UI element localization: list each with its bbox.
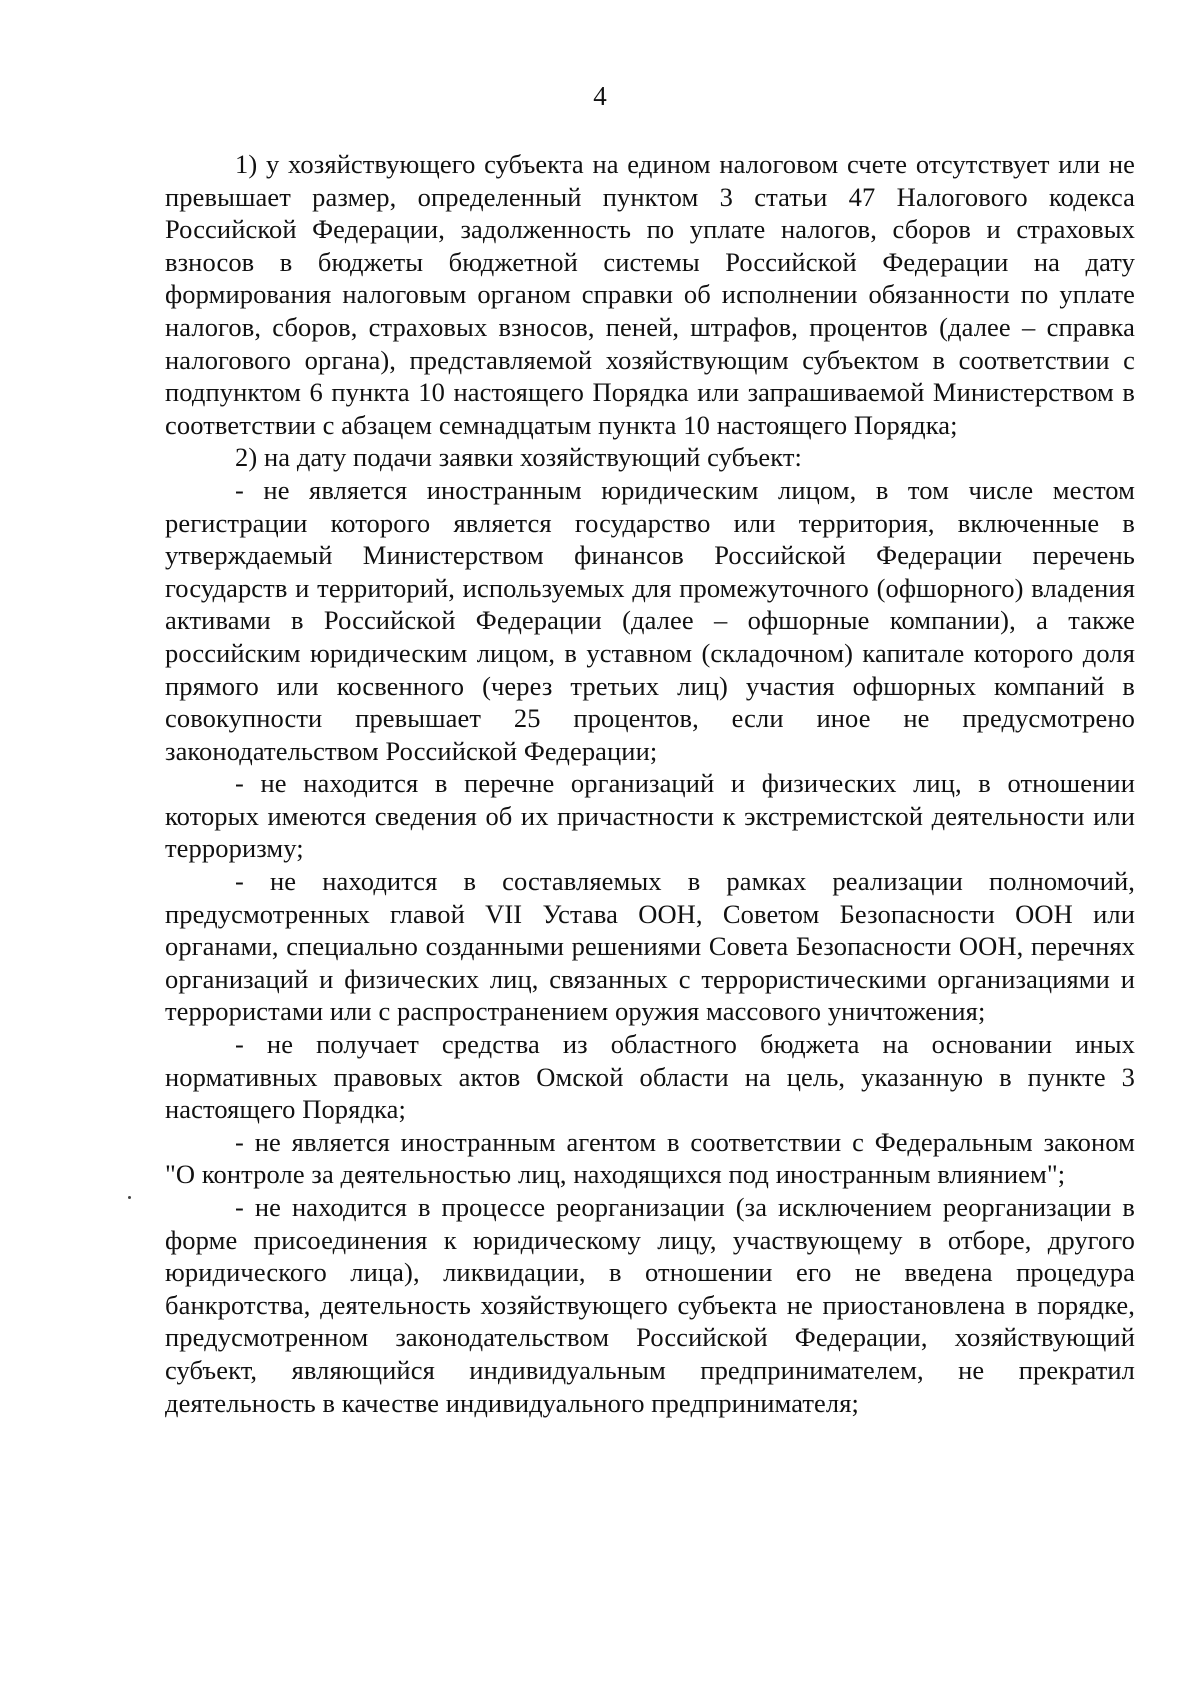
paragraph-regional-budget: - не получает средства из областного бюджета на основании иных нормативных правовых актов Омской области на цель, указанную в пункте 3 настоящего Порядка; bbox=[165, 1029, 1135, 1125]
paragraph-reorganization: - не находится в процессе реорганизации (за исключением реорганизации в форме присоединения к юридическому лицу, участвующему в отборе, другого юридического лица), ликвидации, в отношении его не введена процедура банкротства, деятельность хозяйствующего субъекта не приостановлена в порядке, предусмотренном законодательством Российской Федерации, хозяйствующий субъект, являющийся индивидуальным предпринимателем, не прекратил деятельность в качестве индивидуального предпринимателя; bbox=[165, 1192, 1135, 1418]
page-number: 4 bbox=[593, 81, 607, 111]
document-body bbox=[165, 148, 1135, 1419]
paragraph-foreign-agent: - не является иностранным агентом в соответствии с Федеральным законом "О контроле за деятельностью лиц, находящихся под иностранным влиянием"; bbox=[165, 1126, 1135, 1190]
paragraph-extremism: - не находится в перечне организаций и физических лиц, в отношении которых имеются сведения об их причастности к экстремистской деятельности или терроризму; bbox=[165, 768, 1135, 864]
scan-dot bbox=[128, 1196, 131, 1199]
paragraph-item-2: 2) на дату подачи заявки хозяйствующий субъект: bbox=[235, 442, 803, 473]
paragraph-offshore: - не является иностранным юридическим лицом, в том числе местом регистрации которого является государство или территория, включенные в утверждаемый Министерством финансов Российской Федерации перечень государств и территорий, используемых для промежуточного (офшорного) владения активами в Российской Федерации (далее – офшорные компании), а также российским юридическим лицом, в уставном (складочном) капитале которого доля прямого или косвенного (через третьих лиц) участия офшорных компаний в совокупности превышает 25 процентов, если иное не предусмотрено законодательством Российской Федерации; bbox=[165, 474, 1135, 766]
paragraph-item-1: 1) у хозяйствующего субъекта на едином налоговом счете отсутствует или не превышает размер, определенный пунктом 3 статьи 47 Налогового кодекса Российской Федерации, задолженность по уплате налогов, сборов и страховых взносов в бюджеты бюджетной системы Российской Федерации на дату формирования налоговым органом справки об исполнении обязанности по уплате налогов, сборов, страховых взносов, пеней, штрафов, процентов (далее – справка налогового органа), представляемой хозяйствующим субъектом в соответствии с подпунктом 6 пункта 10 настоящего Порядка или запрашиваемой Министерством в соответствии с абзацем семнадцатым пункта 10 настоящего Порядка; bbox=[165, 149, 1135, 440]
paragraph-un-lists: - не находится в составляемых в рамках реализации полномочий, предусмотренных главой VII Устава ООН, Советом Безопасности ООН или органами, специально созданными решениями Совета Безопасности ООН, перечнях организаций и физических лиц, связанных с террористическими организациями и террористами или с распространением оружия массового уничтожения; bbox=[165, 866, 1135, 1027]
